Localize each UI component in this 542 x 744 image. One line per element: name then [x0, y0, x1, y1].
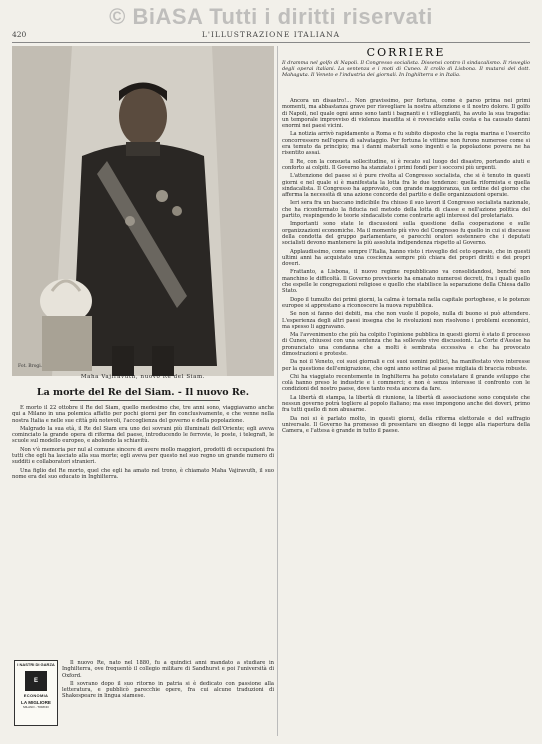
portrait-illustration — [12, 46, 274, 376]
column-divider — [277, 46, 278, 736]
watermark: © BiASA Tutti i diritti riservati — [109, 4, 433, 29]
article-paragraph: Una figlio del Re morto, quel che egli ha amato nel trono, è chiamato Maha Vajiravuth, il suo nome era del suo educato in Inghilterra. — [12, 467, 274, 480]
journal-title: L'ILLUSTRAZIONE ITALIANA — [201, 30, 341, 39]
corriere-paragraph: Se non si fanno dei debiti, ma che non vuole il popolo, nulla di buono si può attendere. L'esperienza degli altri paesi insegna che le rivoluzioni non risolvono i problemi economici, ma spesso li aggravano. — [282, 311, 530, 330]
article-title: La morte del Re del Siam. - Il nuovo Re. — [36, 387, 250, 398]
page-header — [12, 30, 530, 42]
corriere-paragraph: Dopo il tumulto dei primi giorni, la calma è tornata nella capitale portoghese, e le potenze europee si apprestano a riconoscere la nuova repubblica. — [282, 296, 530, 309]
article-paragraph: È morto il 22 ottobre il Re del Siam, quello medesimo che, tre anni sono, viaggiavamo anche qui a Milano in una polemica affatto per pochi giorni per fin conclusivamente, e che venne nella nostra Italia e nelle sue città più notevoli, l'accoglienza del governo e della popolazione. — [12, 405, 274, 424]
section-summary: Il dramma nel golfo di Napoli. Il Congresso socialista. Dissensi contro il sindacalismo. Il risveglio degli operai italiani. La sentenza e i moti di Cuneo. Il crollo di Lisbona. Il mutarsi del dott. Mahaguta. Il Veneto e l'industria dei giornali. In Inghilterra e in Italia. — [282, 60, 530, 78]
corriere-paragraph: Da noi si è parlato molto, in questi giorni, della riforma elettorale e del suffragio universale. Il Governo ha promesso di presentare un disegno di legge alla riapertura della Camera, e l'attesa è grande in tutto il paese. — [282, 415, 530, 435]
article-body-continued — [62, 660, 274, 732]
corriere-paragraph: Ieri sera fra un baccano indicibile fra chiuso il suo lavori il Congresso socialista nazionale, che ha riconfermato la fiducia nel metodo della lotta di classe e nell'azione politica del partito, respingendo le teorie sindacaliste come contrarie agli interessi del proletariato. — [282, 200, 530, 220]
corriere-paragraph: Da noi il Veneto, coi suoi giornali e coi suoi uomini politici, ha manifestato vivo interesse per la questione dell'emigrazione, che ogni anno sottrae al paese migliaia di braccia robuste. — [282, 359, 530, 372]
corriere-paragraph: Il Re, con la consueta sollecitudine, si è recato sul luogo del disastro, portando aiuti e conforto ai colpiti. Il Governo ha stanziato i primi fondi per i soccorsi più urgenti. — [282, 158, 530, 171]
ad-brand: ECONOMIA — [23, 692, 49, 698]
advertisement — [14, 660, 58, 726]
photo-caption: Maha Vajiravuth, nuovo Re del Siam. — [80, 374, 206, 380]
section-title: CORRIERE — [366, 46, 446, 59]
corriere-paragraph: Frattanto, a Lisbona, il nuovo regime repubblicano va consolidandosi, benché non manchino le difficoltà. Il Governo provvisorio ha emanato numerosi decreti, fra i quali quello che espelle le congregazioni religiose e quello che stabilisce la separazione della Chiesa dallo Stato. — [282, 269, 530, 295]
article-paragraph: Il sovrano dopo il suo ritorno in patria si è dedicato con passione alla letteratura, e pubblicò parecchie opere, fra cui alcune traduzioni di Shakespeare in lingua siamese. — [62, 680, 274, 700]
article-paragraph: Non v'è memoria per nul al comune sincere di avere mollo maggiori, prodotti di occupazioni fra tutti che egli ha lasciato alla sua morte; egli aveva per questo nel suo regno un grande numero di sudditi e collaboratori stranieri. — [12, 446, 274, 466]
corriere-paragraph: La notizia arrivò rapidamente a Roma e fu subito disposto che la regia marina e l'esercito concorressero nell'opera di salvataggio. Per fortuna le vittime non furono numerose come si era temuto da principio; ma i danni materiali sono ingenti e la popolazione povera ne ha risentito assai. — [282, 131, 530, 157]
corriere-body — [282, 98, 530, 736]
corriere-paragraph: Ancora un disastro!... Non gravissimo, per fortuna, come è parso prima nei primi momenti, ma abbastanza grave per risvegliare la nostra attenzione e il nostro dolore. Il golfo di Napoli, nel quale ogni anno sono tanti i bagnanti e i villeggianti, ha avuto la sua tragedia: un temporale improvviso di violenza inaudita si è rovesciato sulla costa e ha causato danni enormi nei paesi vicini. — [282, 98, 530, 130]
ad-logo-icon: E — [25, 671, 47, 691]
article-paragraph: Il nuovo Re, nato nel 1880, fu a quindici anni mandato a studiare in Inghilterra, ove frequentò il collegio militare di Sandhurst e poi l'università di Oxford. — [62, 660, 274, 679]
title-rule — [70, 400, 220, 401]
header-rule — [12, 42, 530, 43]
corriere-paragraph: Ma l'avvenimento che più ha colpito l'opinione pubblica in questi giorni è stato il processo di Cuneo, chiusosi con una sentenza che ha sollevato vive discussioni. La Corte d'Assise ha pronunciato una condanna che a molti è sembrata eccessiva e che ha provocato dimostrazioni e proteste. — [282, 332, 530, 357]
corriere-paragraph: L'attenzione del paese si è pure rivolta al Congresso socialista, che si è tenuto in questi giorni e nel quale si è manifestata la lotta fra le due tendenze: quella riformista e quella sindacalista. Il Congresso ha approvato, con grande maggioranza, un ordine del giorno che afferma la necessità di una azione concorde del partito e delle organizzazioni operaie. — [282, 173, 530, 199]
ad-footer: MILANO - TORINO — [23, 704, 49, 709]
corriere-paragraph: La libertà di stampa, la libertà di riunione, la libertà di associazione sono conquiste che nessun governo potrà togliere al popolo italiano; ma esse impongono anche dei doveri, primo fra tutti quello di non abusarne. — [282, 394, 530, 414]
corriere-paragraph: Chi ha viaggiato recentemente in Inghilterra ha potuto constatare il grande sviluppo che colà hanno preso le industrie e i commerci; e non è senza interesse il confronto con le condizioni del nostro paese, dove tanto resta ancora da fare. — [282, 373, 530, 393]
photo-credit: Fot. Brogi. — [18, 364, 43, 369]
ad-tagline: LA MIGLIORE — [21, 699, 51, 705]
corriere-paragraph: Importanti sono state le discussioni sulla questione della cooperazione e sulle organizzazioni economiche. Ma il momento più vivo del Congresso fu quello in cui si discusse della condotta del gruppo parlamentare, e parecchi oratori sostennero che i deputati socialisti devono mantenere la più assoluta indipendenza rispetto al Governo. — [282, 221, 530, 247]
portrait-photo — [12, 46, 274, 376]
ad-header: I NASTRI DI GARZA — [17, 662, 55, 667]
corriere-paragraph: Applaudissimo, come sempre l'Italia, hanno visto i risveglio del ceto operaio, che in questi ultimi anni ha acquistato una coscienza sempre più chiara dei propri diritti e dei propri doveri. — [282, 248, 530, 268]
article-paragraph: Malgrado la sua età, il Re del Siam era uno dei sovrani più illuminati dell'Oriente; egli aveva cominciato la grande opera di riforma del paese, introducendo le ferrovie, le poste, i telegrafi, le scuole sul modello europeo, e abolendo la schiavitù. — [12, 425, 274, 445]
page-number: 420 — [12, 30, 27, 39]
